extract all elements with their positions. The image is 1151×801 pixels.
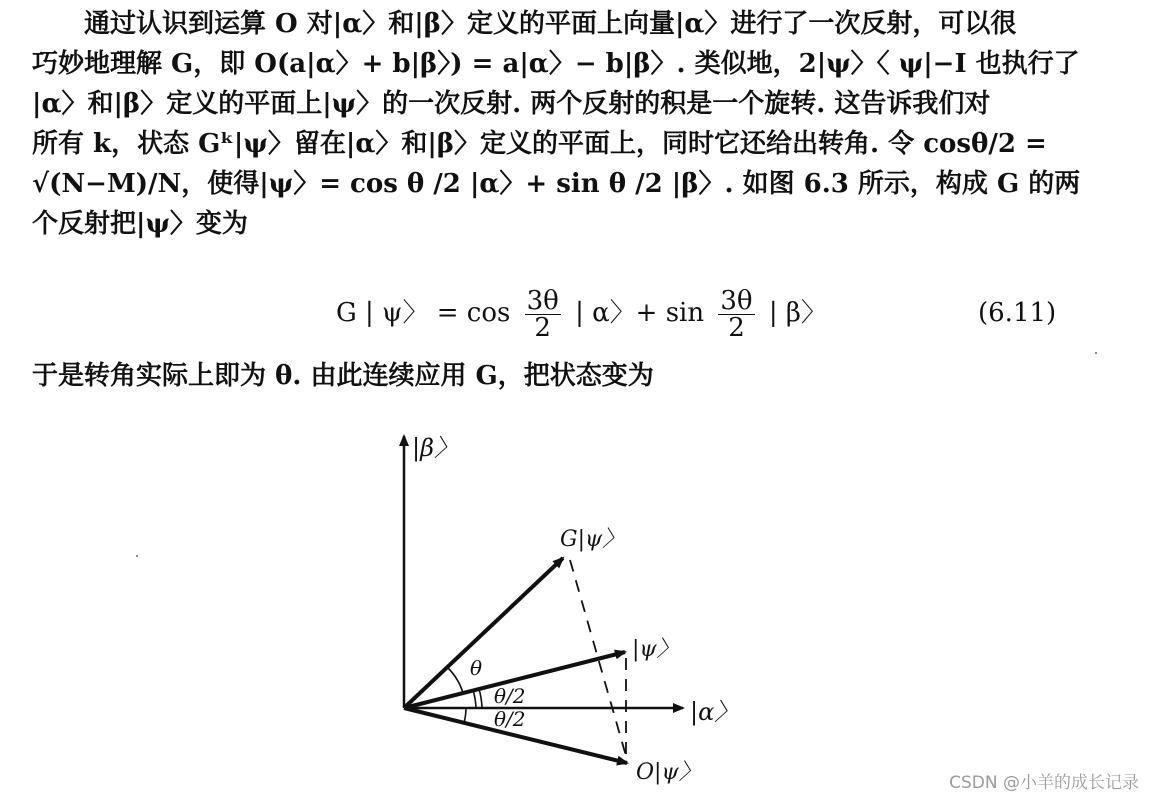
paragraph-line-1: 通过认识到运算 O 对|α〉和|β〉定义的平面上向量|α〉进行了一次反射，可以很 <box>84 9 1017 39</box>
half-theta-top-label: θ/2 <box>494 684 526 708</box>
scan-speck <box>136 555 138 557</box>
paragraph-line-2: 巧妙地理解 G，即 O(a|α〉+ b|β〉) = a|α〉− b|β〉. 类似地，2|ψ〉〈 ψ|−I 也执行了 <box>32 49 1080 79</box>
half-theta-arc-top-1 <box>473 690 476 708</box>
half-theta-bottom-label: θ/2 <box>494 707 526 731</box>
paragraph-line-3: |α〉和|β〉定义的平面上|ψ〉的一次反射. 两个反射的积是一个旋转. 这告诉我们对 <box>32 89 991 119</box>
watermark: CSDN @小羊的成长记录 <box>949 773 1139 793</box>
o-psi-label: O|ψ〉 <box>636 760 701 785</box>
fraction-cos-numerator: 3θ <box>526 285 559 316</box>
paragraph-line-6: 个反射把|ψ〉变为 <box>32 209 248 239</box>
psi-label: |ψ〉 <box>632 637 679 662</box>
after-equation-text: 于是转角实际上即为 θ. 由此连续应用 G，把状态变为 <box>32 361 654 391</box>
equation-rhs: | β〉 <box>768 298 827 328</box>
beta-label: |β〉 <box>412 434 458 462</box>
fraction-sin-denominator: 2 <box>728 312 745 343</box>
equation-lhs: G | ψ〉 = cos <box>336 298 511 328</box>
fraction-cos-denominator: 2 <box>534 312 551 343</box>
g-psi-vector <box>404 558 563 708</box>
half-theta-arc-top-2 <box>479 689 482 708</box>
equation-number: (6.11) <box>978 298 1057 328</box>
paragraph-line-5: √(N−M)/N，使得|ψ〉= cos θ /2 |α〉+ sin θ /2 |β〉. 如图 6.3 所示，构成 G 的两 <box>32 169 1081 199</box>
fraction-sin-numerator: 3θ <box>720 285 753 316</box>
half-theta-arc-bottom <box>464 708 466 723</box>
theta-arc <box>448 668 463 693</box>
theta-label: θ <box>470 656 483 680</box>
equation-mid: | α〉+ sin <box>575 298 705 328</box>
alpha-label: |α〉 <box>690 698 739 726</box>
g-psi-label: G|ψ〉 <box>560 527 625 552</box>
paragraph-line-4: 所有 k，状态 Gᵏ|ψ〉留在|α〉和|β〉定义的平面上，同时它还给出转角. 令 cosθ/2 = <box>32 129 1047 159</box>
scan-speck <box>1095 352 1097 354</box>
